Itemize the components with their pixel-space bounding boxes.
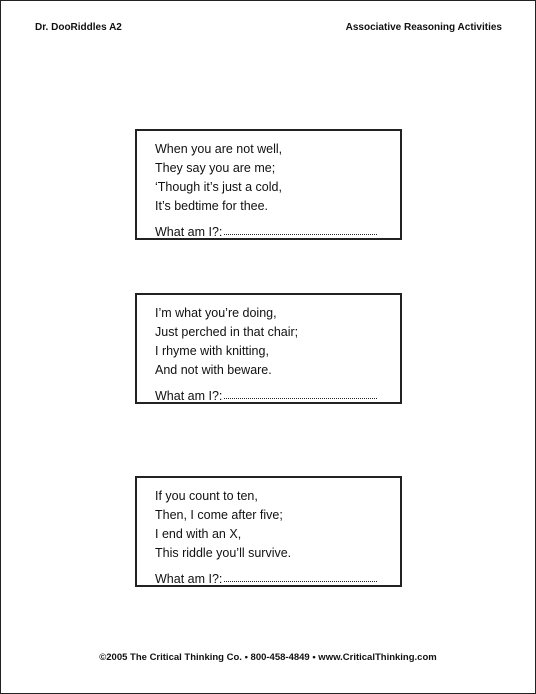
book-title: Dr. DooRiddles A2 bbox=[35, 22, 122, 33]
copyright-footer: ©2005 The Critical Thinking Co. • 800-458-4849 • www.CriticalThinking.com bbox=[99, 652, 437, 663]
answer-line bbox=[155, 571, 400, 587]
section-title: Associative Reasoning Activities bbox=[345, 22, 502, 33]
riddle-card-3 bbox=[135, 476, 402, 587]
answer-blank[interactable] bbox=[224, 397, 377, 399]
riddle-line: If you count to ten, bbox=[155, 489, 258, 503]
riddle-line: And not with beware. bbox=[155, 363, 272, 377]
answer-blank[interactable] bbox=[224, 580, 377, 582]
riddle-card-2 bbox=[135, 293, 402, 404]
answer-blank[interactable] bbox=[224, 233, 377, 235]
answer-prompt: What am I?: bbox=[155, 572, 223, 586]
answer-prompt: What am I?: bbox=[155, 225, 223, 239]
riddle-line: They say you are me; bbox=[155, 161, 276, 175]
riddle-line: ‘Though it’s just a cold, bbox=[155, 180, 282, 194]
riddle-line: It’s bedtime for thee. bbox=[155, 199, 269, 213]
answer-line bbox=[155, 388, 400, 404]
riddle-line: I’m what you’re doing, bbox=[155, 306, 277, 320]
riddle-line: I end with an X, bbox=[155, 527, 242, 541]
riddle-line: I rhyme with knitting, bbox=[155, 344, 269, 358]
riddle-line: When you are not well, bbox=[155, 142, 283, 156]
riddle-line: Just perched in that chair; bbox=[155, 325, 299, 339]
riddle-line: This riddle you’ll survive. bbox=[155, 546, 292, 560]
answer-line bbox=[155, 224, 400, 240]
riddle-card-1 bbox=[135, 129, 402, 240]
riddle-line: Then, I come after five; bbox=[155, 508, 283, 522]
answer-prompt: What am I?: bbox=[155, 389, 223, 403]
